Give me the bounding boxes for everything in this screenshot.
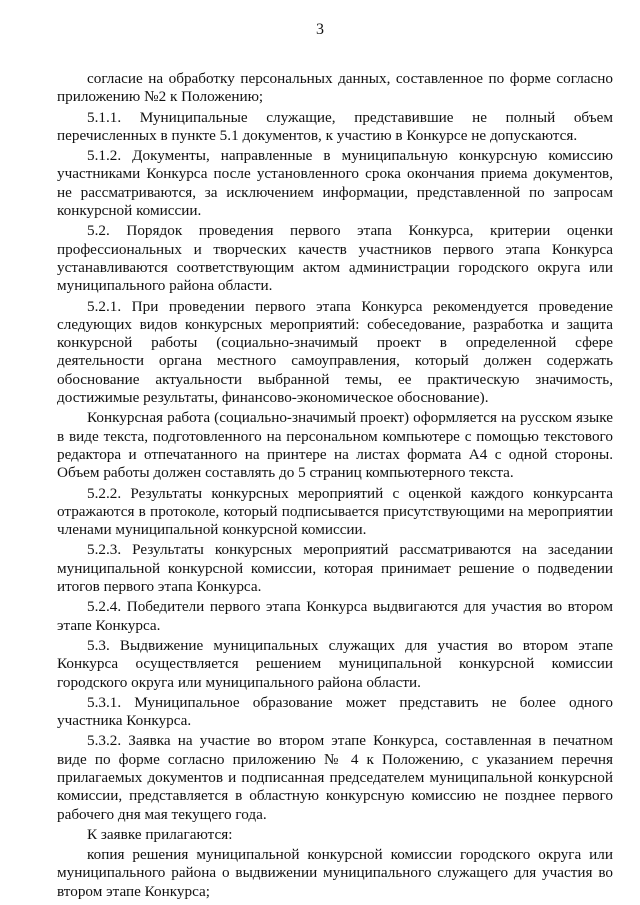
page-number: 3 xyxy=(316,21,324,38)
paragraph-5-1-2: 5.1.2. Документы, направленные в муниципальную конкурсную комиссию участниками Конкурса после установленного срока окончания приема документов, не рассматриваются, за исключением информации, представленной по запросам конкурсной комиссии. xyxy=(57,147,613,220)
paragraph-consent-continuation: согласие на обработку персональных данных, составленное по форме согласно приложению №2 к Положению; xyxy=(57,70,613,106)
paragraph-5-2-2: 5.2.2. Результаты конкурсных мероприятий с оценкой каждого конкурсанта отражаются в протоколе, который подписывается присутствующими на мероприятии членами муниципальной конкурсной комиссии. xyxy=(57,484,613,539)
paragraph-5-2-4: 5.2.4. Победители первого этапа Конкурса выдвигаются для участия во втором этапе Конкурса. xyxy=(57,598,613,634)
paragraph-5-2: 5.2. Порядок проведения первого этапа Конкурса, критерии оценки профессиональных и творческих качеств участников первого этапа Конкурса устанавливаются соответствующим актом администрации городского округа или муниципального района области. xyxy=(57,222,613,295)
paragraph-5-2-1: 5.2.1. При проведении первого этапа Конкурса рекомендуется проведение следующих видов конкурсных мероприятий: собеседование, разработка и защита конкурсной работы (социально-значимый проект в определенной сфере деятельности органа местного самоуправления, который должен содержать обоснование актуальности выбранной темы, ее практическую значимость, достижимые результаты, финансово-экономическое обоснование). xyxy=(57,297,613,407)
paragraph-attachments-intro: К заявке прилагаются: xyxy=(87,825,233,843)
paragraph-5-3-1: 5.3.1. Муниципальное образование может представить не более одного участника Конкурса. xyxy=(57,693,613,730)
paragraph-5-1-1: 5.1.1. Муниципальные служащие, представившие не полный объем перечисленных в пункте 5.1 документов, к участию в Конкурсе не допускаются. xyxy=(57,108,613,144)
paragraph-5-3-2: 5.3.2. Заявка на участие во втором этапе Конкурса, составленная в печатном виде по форме согласно приложению № 4 к Положению, с указанием перечня прилагаемых документов и подписанная председателем муниципальной конкурсной комиссии, представляется в областную конкурсную комиссию не позднее первого рабочего дня мая текущего года. xyxy=(57,732,613,823)
paragraph-5-2-3: 5.2.3. Результаты конкурсных мероприятий рассматриваются на заседании муниципальной конкурсной комиссии, которая принимает решение о подведении итогов первого этапа Конкурса. xyxy=(57,541,613,596)
document-body xyxy=(57,70,613,903)
paragraph-attachment-decision-copy: копия решения муниципальной конкурсной комиссии городского округа или муниципального района о выдвижении муниципального служащего для участия во втором этапе Конкурса; xyxy=(57,846,613,900)
paragraph-5-3: 5.3. Выдвижение муниципальных служащих для участия во втором этапе Конкурса осуществляется решением муниципальной конкурсной комиссии городского округа или муниципального района области. xyxy=(57,636,613,691)
paragraph-competition-work: Конкурсная работа (социально-значимый проект) оформляется на русском языке в виде текста, подготовленного на персональном компьютере с помощью текстового редактора и отпечатанного на принтере на листах формата А4 с одной стороны. Объем работы должен составлять до 5 страниц компьютерного текста. xyxy=(57,409,613,482)
